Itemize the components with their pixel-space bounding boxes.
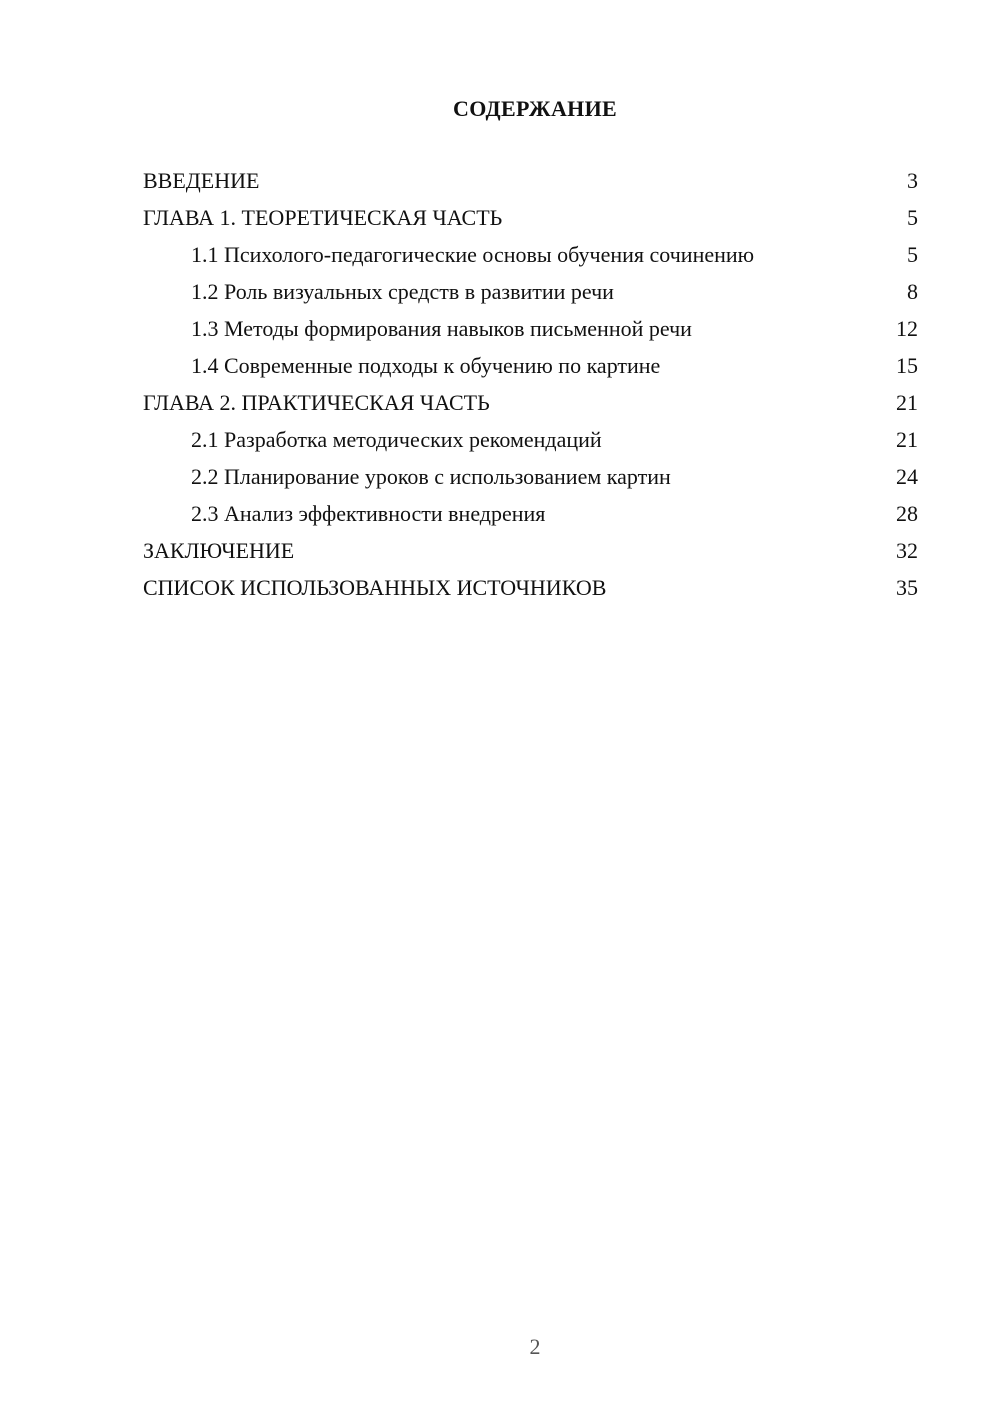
page-number: 2 bbox=[529, 1334, 541, 1359]
toc-entry-page: 5 bbox=[907, 205, 918, 230]
toc-entry-section-2-3 bbox=[143, 501, 918, 527]
toc-entry-conclusion bbox=[143, 538, 918, 564]
toc-entry-label: ВВЕДЕНИЕ bbox=[143, 168, 260, 193]
toc-title: СОДЕРЖАНИЕ bbox=[453, 96, 617, 121]
toc-entry-label: 1.1 Психолого-педагогические основы обучения сочинению bbox=[191, 242, 755, 267]
toc-entry-section-1-3 bbox=[143, 316, 918, 342]
toc-entry-section-1-1 bbox=[143, 242, 918, 268]
toc-entry-page: 8 bbox=[907, 279, 918, 304]
toc-entry-chapter-1 bbox=[143, 205, 918, 231]
toc-entry-chapter-2 bbox=[143, 390, 918, 416]
toc-entry-page: 24 bbox=[896, 464, 918, 489]
table-of-contents bbox=[143, 168, 918, 612]
toc-entry-label: ГЛАВА 1. ТЕОРЕТИЧЕСКАЯ ЧАСТЬ bbox=[143, 205, 503, 230]
toc-entry-section-2-2 bbox=[143, 464, 918, 490]
toc-entry-label: 1.4 Современные подходы к обучению по картине bbox=[191, 353, 661, 378]
toc-entry-label: 1.2 Роль визуальных средств в развитии речи bbox=[191, 279, 614, 304]
toc-entry-page: 21 bbox=[896, 427, 918, 452]
toc-entry-page: 5 bbox=[907, 242, 918, 267]
toc-entry-label: 1.3 Методы формирования навыков письменной речи bbox=[191, 316, 692, 341]
toc-entry-section-1-2 bbox=[143, 279, 918, 305]
toc-entry-label: 2.1 Разработка методических рекомендаций bbox=[191, 427, 602, 452]
toc-entry-introduction bbox=[143, 168, 918, 194]
toc-entry-section-2-1 bbox=[143, 427, 918, 453]
toc-entry-page: 12 bbox=[896, 316, 918, 341]
toc-entry-label: СПИСОК ИСПОЛЬЗОВАННЫХ ИСТОЧНИКОВ bbox=[143, 575, 607, 600]
toc-entry-page: 3 bbox=[907, 168, 918, 193]
toc-entry-page: 21 bbox=[896, 390, 918, 415]
toc-entry-section-1-4 bbox=[143, 353, 918, 379]
toc-entry-page: 28 bbox=[896, 501, 918, 526]
toc-entry-references bbox=[143, 575, 918, 601]
toc-entry-label: ГЛАВА 2. ПРАКТИЧЕСКАЯ ЧАСТЬ bbox=[143, 390, 490, 415]
toc-entry-label: 2.3 Анализ эффективности внедрения bbox=[191, 501, 546, 526]
toc-entry-page: 32 bbox=[896, 538, 918, 563]
toc-entry-page: 15 bbox=[896, 353, 918, 378]
toc-entry-label: ЗАКЛЮЧЕНИЕ bbox=[143, 538, 295, 563]
toc-entry-page: 35 bbox=[896, 575, 918, 600]
toc-entry-label: 2.2 Планирование уроков с использованием картин bbox=[191, 464, 671, 489]
